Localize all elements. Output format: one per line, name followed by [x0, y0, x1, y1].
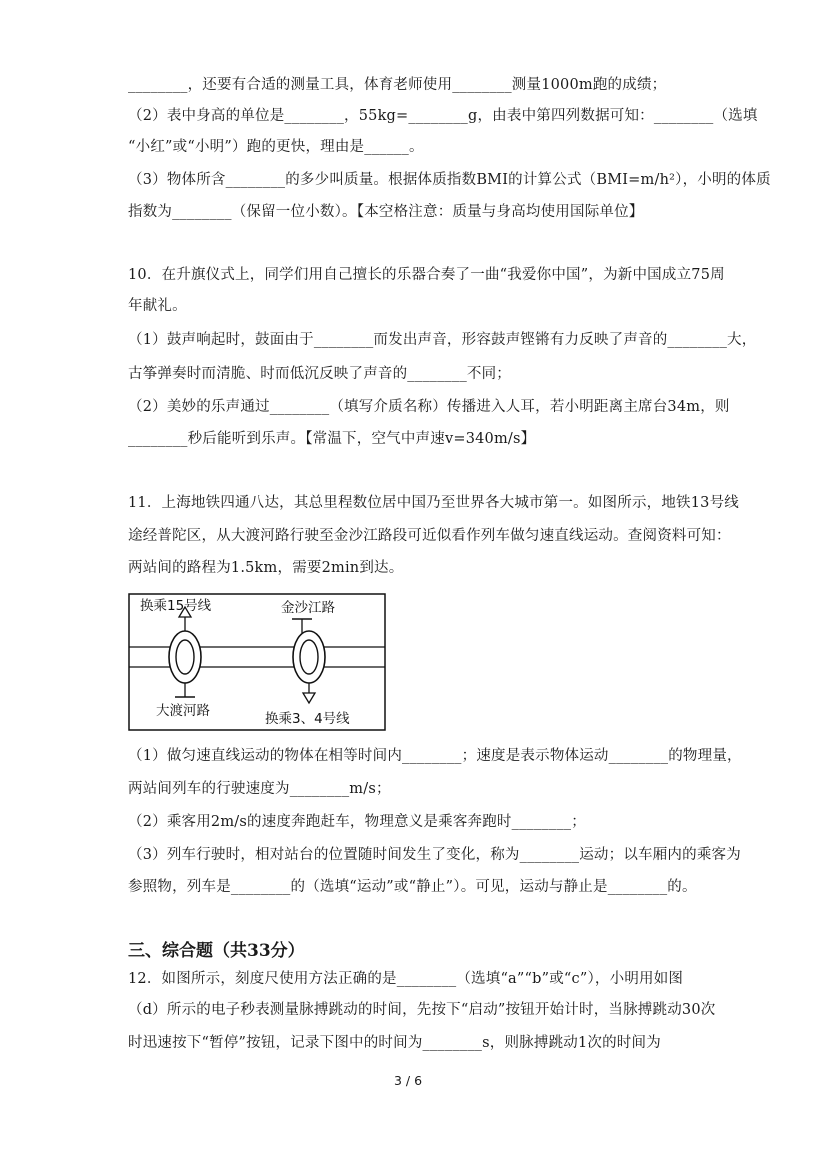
text-line: （2）乘客用2m/s的速度奔跑赶车，物理意义是乘客奔跑时________； [128, 814, 586, 830]
text-line: 年献礼。 [128, 298, 187, 314]
page-number: 3 / 6 [393, 1073, 423, 1088]
station-jinshajiang-icon [292, 619, 325, 703]
section-heading: 三、综合题（共33分） [128, 941, 305, 961]
text-line: “小红”或“小明”）跑的更快，理由是______。 [128, 139, 424, 155]
text-line: （2）美妙的乐声通过________（填写介质名称）传播进入人耳，若小明距离主席台34m，则 [128, 399, 730, 415]
text-line: 两站间的路程为1.5km，需要2min到达。 [128, 560, 404, 576]
text-line: （1）鼓声响起时，鼓面由于________而发出声音，形容鼓声铿锵有力反映了声音的________大， [128, 332, 757, 348]
jinshajiang-label: 金沙江路 [281, 600, 335, 616]
text-line: （3）列车行驶时，相对站台的位置随时间发生了变化，称为________运动；以车厢内的乘客为 [128, 847, 741, 863]
text-line: ________秒后能听到乐声。【常温下，空气中声速v=340m/s】 [128, 431, 536, 447]
text-line: 指数为________（保留一位小数）。【本空格注意：质量与身高均使用国际单位】 [128, 204, 644, 220]
question-11-stem: 11．上海地铁四通八达，其总里程数位居中国乃至世界各大城市第一。如图所示，地铁13号线 [128, 495, 739, 511]
question-12-stem: 12．如图所示，刻度尺使用方法正确的是________（选填“a”“b”或“c”），小明用如图 [128, 971, 684, 987]
daduhe-label: 大渡河路 [156, 703, 210, 719]
text-line: ________，还要有合适的测量工具，体育老师使用________测量1000m跑的成绩； [128, 77, 667, 93]
text-line: 参照物，列车是________的（选填“运动”或“静止”）。可见，运动与静止是________的。 [128, 879, 697, 895]
question-10-stem: 10．在升旗仪式上，同学们用自己擅长的乐器合奏了一曲“我爱你中国”，为新中国成立75周 [128, 267, 725, 283]
station-daduhe-icon [169, 607, 201, 697]
transfer-15-label: 换乘15号线 [140, 598, 212, 614]
text-line: （3）物体所含________的多少叫质量。根据体质指数BMI的计算公式（BMI=m/h²），小明的体质 [128, 172, 771, 188]
text-line: 时迅速按下“暂停”按钮，记录下图中的时间为________s，则脉搏跳动1次的时间为 [128, 1035, 661, 1051]
text-line: 古筝弹奏时而清脆、时而低沉反映了声音的________不同； [128, 366, 511, 382]
text-line: 两站间列车的行驶速度为________m/s； [128, 781, 391, 797]
text-line: （d）所示的电子秒表测量脉搏跳动的时间，先按下“启动”按钮开始计时，当脉搏跳动30次 [128, 1002, 716, 1018]
text-line: 途经普陀区，从大渡河路行驶至金沙江路段可近似看作列车做匀速直线运动。查阅资料可知： [128, 528, 731, 544]
transfer-3-4-label: 换乘3、4号线 [265, 711, 350, 727]
text-line: （1）做匀速直线运动的物体在相等时间内________；速度是表示物体运动________的物理量， [128, 748, 742, 764]
text-line: （2）表中身高的单位是________，55kg=________g，由表中第四列数据可知：________（选填 [128, 108, 758, 124]
metro-line-diagram [128, 593, 386, 731]
